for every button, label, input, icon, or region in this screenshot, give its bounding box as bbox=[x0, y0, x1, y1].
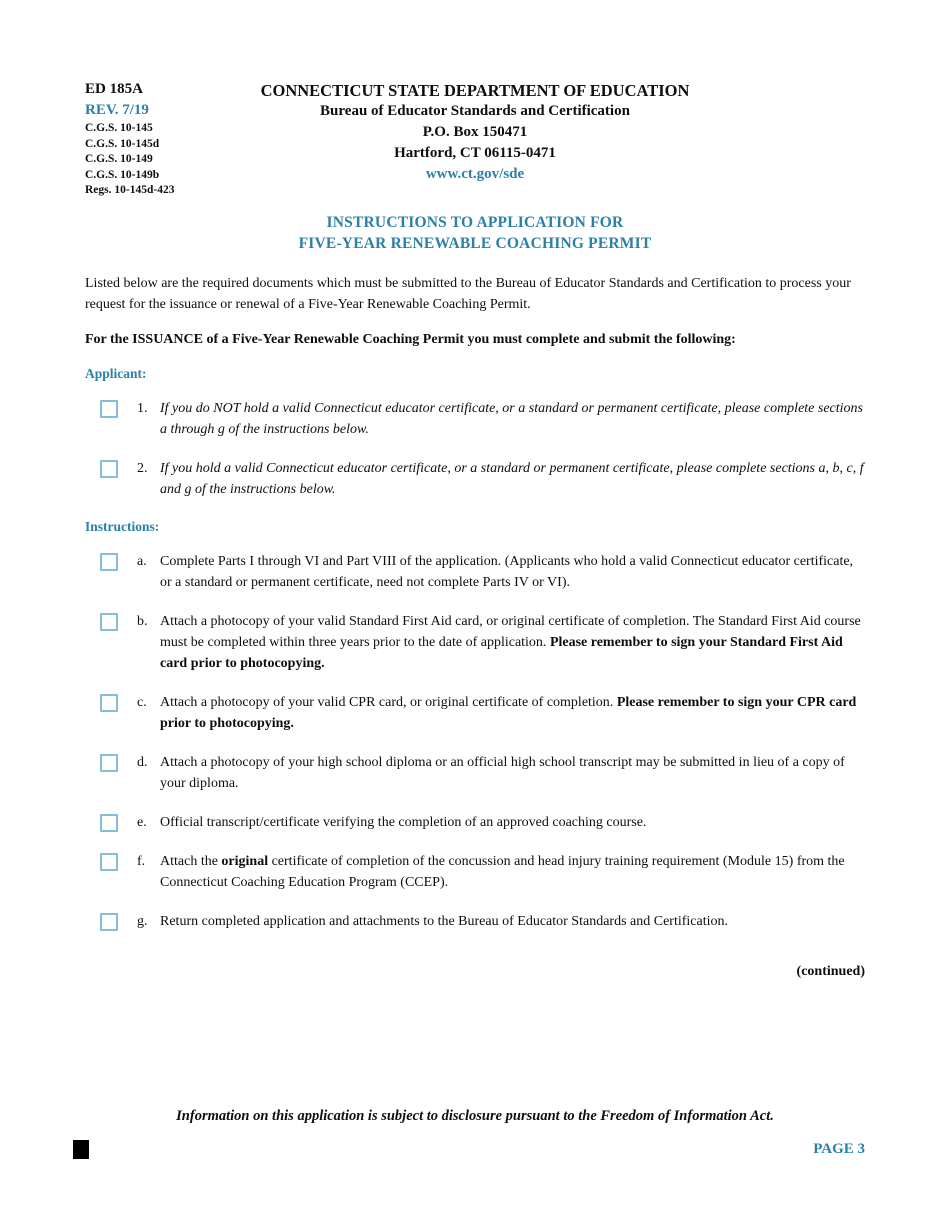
item-letter: a. bbox=[137, 554, 147, 569]
page-header bbox=[0, 0, 950, 254]
item-letter: e. bbox=[137, 815, 147, 830]
applicant-item-1 bbox=[85, 398, 865, 440]
checkbox-item-2[interactable] bbox=[100, 460, 118, 478]
checkbox-item-g[interactable] bbox=[100, 913, 118, 931]
item-text bbox=[160, 611, 865, 674]
form-code: ED 185A bbox=[85, 81, 143, 97]
instruction-item-b bbox=[85, 611, 865, 674]
item-text-bold-segment: Please remember to sign your CPR card prior to photocopying. bbox=[160, 695, 857, 731]
item-text: If you hold a valid Connecticut educator certificate, or a standard or permanent certificate, please complete sections a, b, c, f and g of the instructions below. bbox=[160, 461, 864, 497]
statute-reference: C.G.S. 10-149b bbox=[85, 168, 160, 181]
item-text bbox=[160, 851, 865, 893]
checkbox-item-b[interactable] bbox=[100, 613, 118, 631]
item-letter: g. bbox=[137, 914, 148, 929]
page-number: PAGE 3 bbox=[813, 1141, 865, 1157]
instruction-item-f bbox=[85, 851, 865, 893]
checkbox-item-e[interactable] bbox=[100, 814, 118, 832]
instruction-item-e bbox=[85, 812, 865, 833]
document-body bbox=[0, 273, 950, 981]
item-letter: c. bbox=[137, 695, 147, 710]
instruction-item-g bbox=[85, 911, 865, 932]
checkbox-item-f[interactable] bbox=[100, 853, 118, 871]
item-text: Official transcript/certificate verifying the completion of an approved coaching course. bbox=[160, 815, 647, 830]
item-text: Complete Parts I through VI and Part VIII of the application. (Applicants who hold a valid Connecticut educator certificate, or a standard or permanent certificate, need not complete Parts IV or VI). bbox=[160, 554, 854, 590]
agency-department: CONNECTICUT STATE DEPARTMENT OF EDUCATION bbox=[260, 81, 690, 100]
checkbox-item-a[interactable] bbox=[100, 553, 118, 571]
instruction-item-d bbox=[85, 752, 865, 794]
applicant-section-heading: Applicant: bbox=[85, 366, 147, 381]
applicant-item-2 bbox=[85, 458, 865, 500]
page-footer-row bbox=[73, 1140, 865, 1159]
instructions-section-heading: Instructions: bbox=[85, 519, 160, 534]
item-text-bold-segment: Please remember to sign your Standard First Aid card prior to photocopying. bbox=[160, 635, 843, 671]
issuance-heading: For the ISSUANCE of a Five-Year Renewable Coaching Permit you must complete and submit the following: bbox=[85, 332, 736, 347]
item-text-segment: Attach the bbox=[160, 854, 222, 869]
agency-website-link[interactable]: www.ct.gov/sde bbox=[425, 166, 525, 182]
item-letter: f. bbox=[137, 854, 146, 869]
agency-city-state-zip: Hartford, CT 06115-0471 bbox=[394, 145, 556, 161]
item-text-segment: Attach a photocopy of your valid Standard First Aid card, or original certificate of completion. The Standard First Aid course must be completed within three years prior to the date of application. bbox=[160, 614, 861, 650]
continued-label: (continued) bbox=[796, 964, 865, 979]
item-text-segment: Attach a photocopy of your valid CPR card, or original certificate of completion. bbox=[160, 695, 617, 710]
registration-mark bbox=[73, 1140, 89, 1159]
item-letter: b. bbox=[137, 614, 148, 629]
item-text: If you do NOT hold a valid Connecticut educator certificate, or a standard or permanent certificate, please complete sections a through g of the instructions below. bbox=[160, 401, 863, 437]
item-letter: d. bbox=[137, 755, 148, 770]
instruction-item-a bbox=[85, 551, 865, 593]
document-title bbox=[0, 212, 950, 254]
checkbox-item-c[interactable] bbox=[100, 694, 118, 712]
document-title-line2: FIVE-YEAR RENEWABLE COACHING PERMIT bbox=[298, 235, 652, 252]
item-number: 1. bbox=[137, 401, 148, 416]
statute-reference: C.G.S. 10-149 bbox=[85, 153, 153, 165]
statute-reference: C.G.S. 10-145d bbox=[85, 137, 160, 150]
form-revision: REV. 7/19 bbox=[85, 102, 149, 118]
agency-po-box: P.O. Box 150471 bbox=[422, 124, 528, 140]
item-number: 2. bbox=[137, 461, 148, 476]
agency-bureau: Bureau of Educator Standards and Certification bbox=[320, 103, 630, 119]
item-text-bold-segment: original bbox=[221, 854, 269, 869]
statute-reference: Regs. 10-145d-423 bbox=[85, 184, 175, 196]
intro-paragraph: Listed below are the required documents which must be submitted to the Bureau of Educator Standards and Certification to process your request for the issuance or renewal of a Five-Year Renewable Coaching Permit. bbox=[85, 276, 851, 312]
item-text: Return completed application and attachments to the Bureau of Educator Standards and Certification. bbox=[160, 914, 728, 929]
instruction-item-c bbox=[85, 692, 865, 734]
item-text-segment: certificate of completion of the concussion and head injury training requirement (Module 15) from the Connecticut Coaching Education Program (CCEP). bbox=[160, 854, 845, 890]
form-meta-block bbox=[85, 79, 174, 199]
document-title-line1: INSTRUCTIONS TO APPLICATION FOR bbox=[326, 214, 624, 231]
checkbox-item-1[interactable] bbox=[100, 400, 118, 418]
item-text: Attach a photocopy of your high school diploma or an official high school transcript may be submitted in lieu of a copy of your diploma. bbox=[160, 755, 845, 791]
checkbox-item-d[interactable] bbox=[100, 754, 118, 772]
statute-reference: C.G.S. 10-145 bbox=[85, 122, 153, 134]
item-text bbox=[160, 692, 865, 734]
disclosure-statement: Information on this application is subject to disclosure pursuant to the Freedom of Information Act. bbox=[176, 1108, 774, 1124]
